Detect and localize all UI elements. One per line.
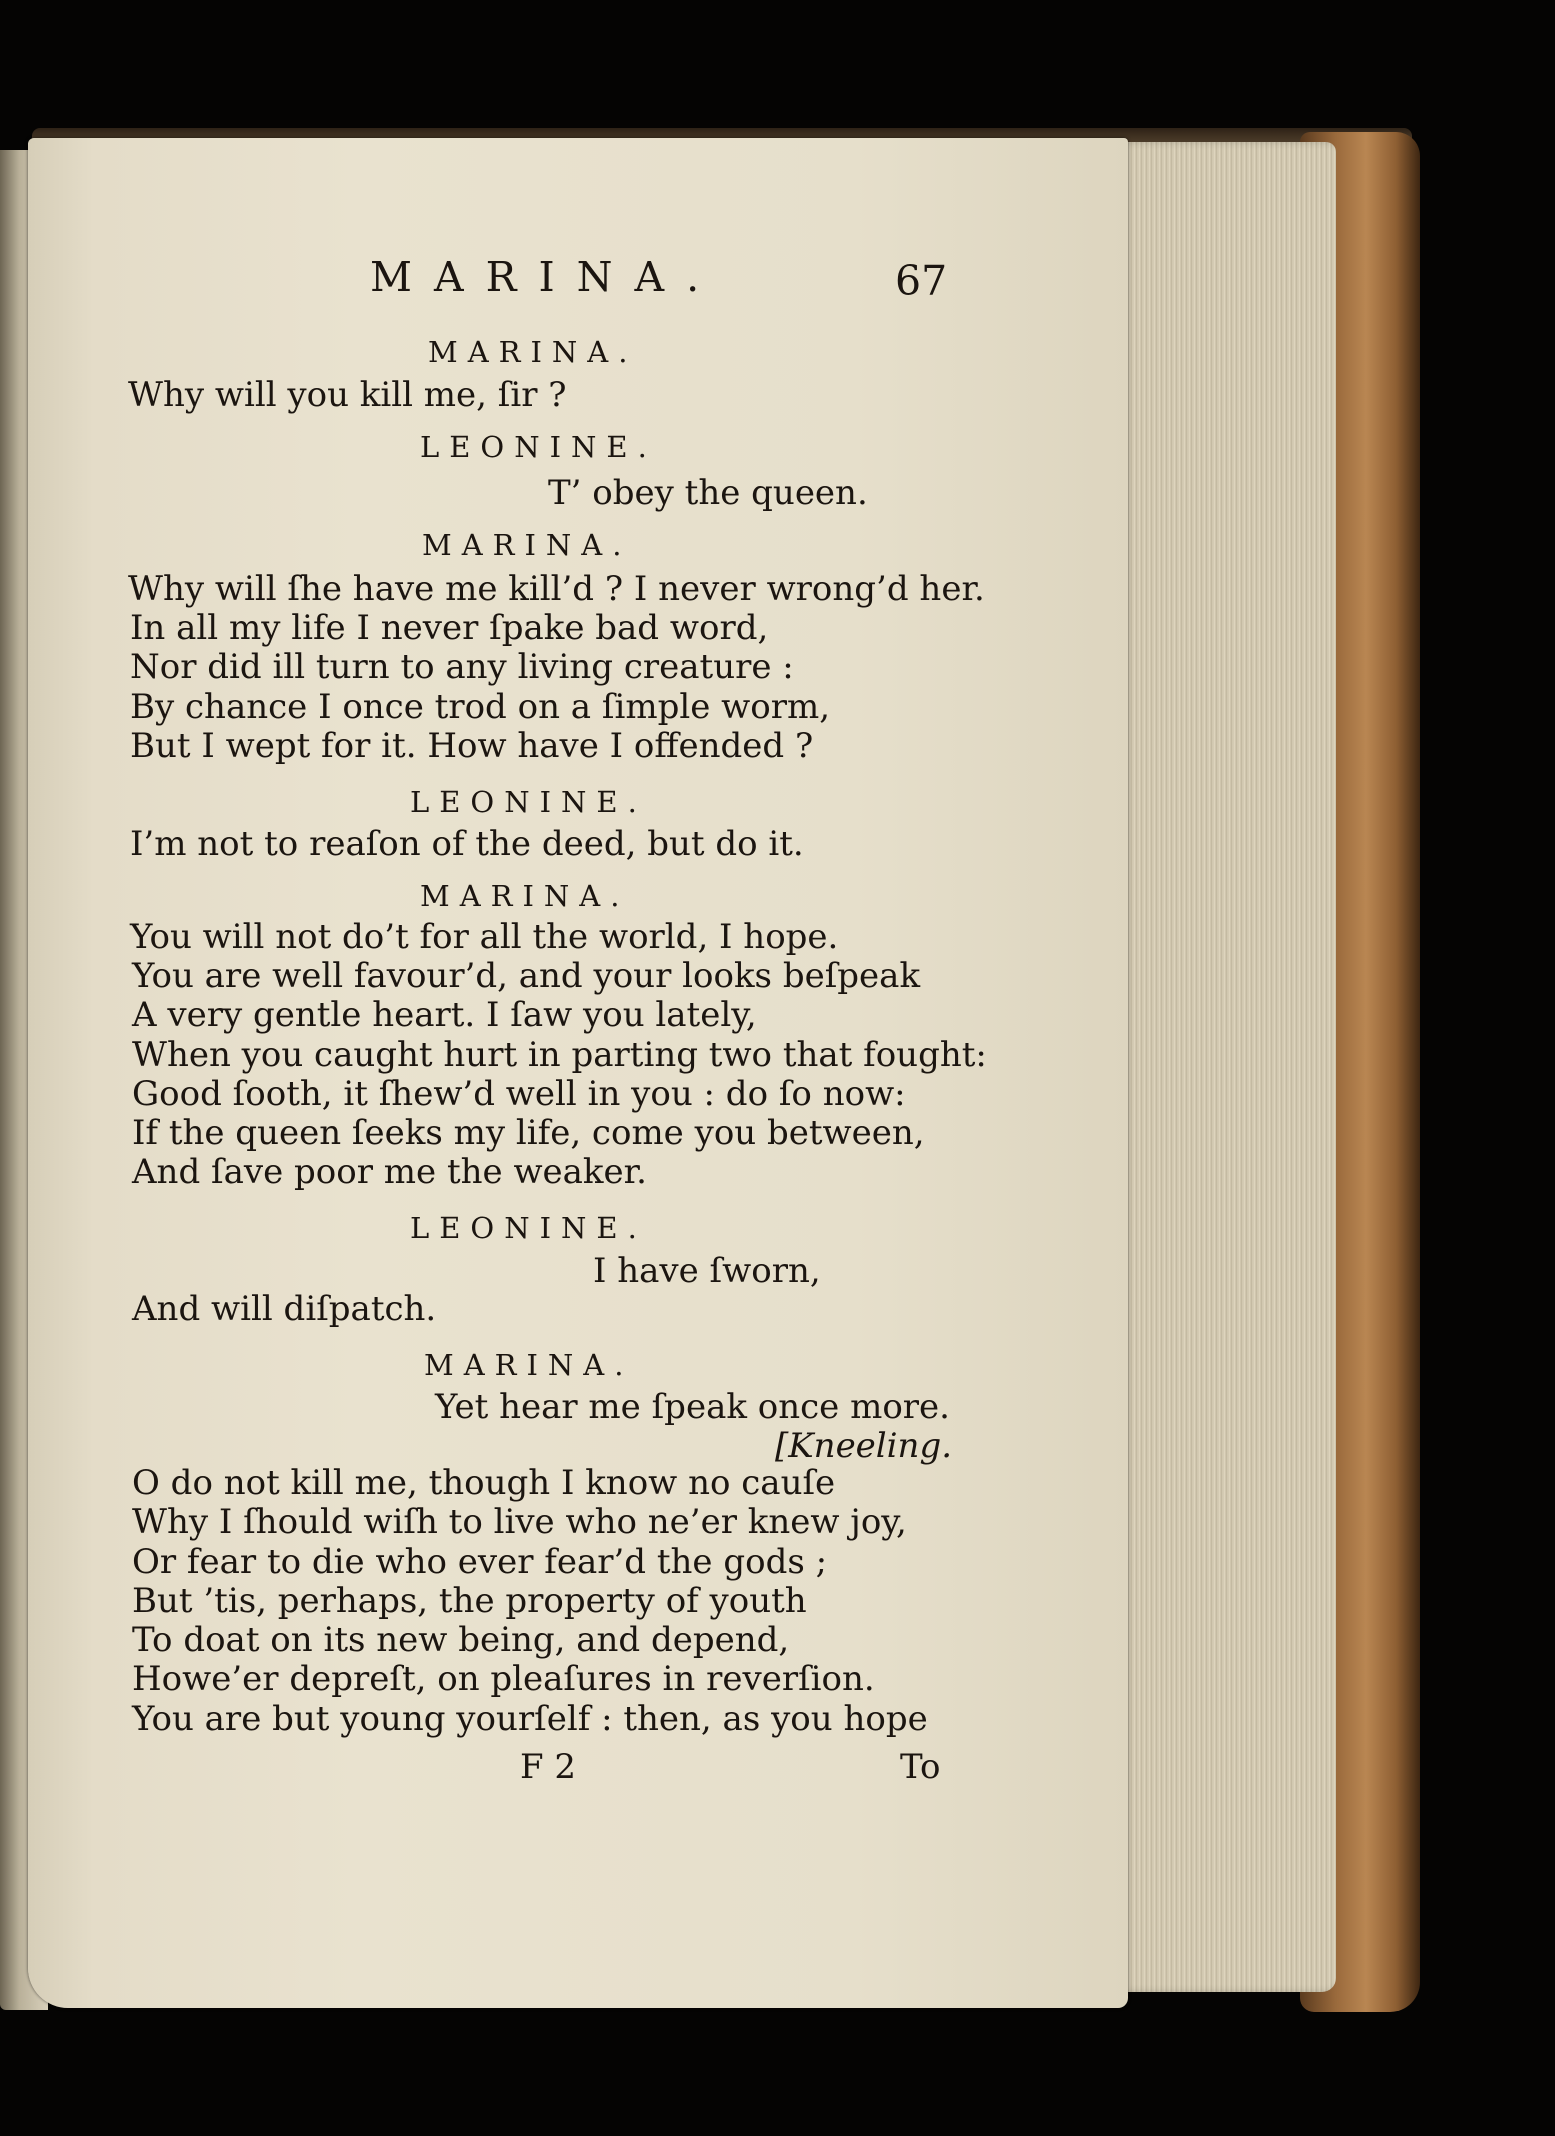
verse-line: Why I ſhould wiſh to live who ne’er knew joy, [132, 1502, 907, 1542]
verse-line: You are well favour’d, and your looks beſpeak [132, 956, 921, 996]
speaker-heading: LEONINE. [420, 430, 657, 464]
verse-line: And will diſpatch. [132, 1289, 437, 1329]
speaker-heading: MARINA. [424, 1348, 634, 1382]
verse-line: If the queen ſeeks my life, come you between, [132, 1113, 925, 1153]
verse-line: A very gentle heart. I ſaw you lately, [132, 995, 757, 1035]
verse-line: You are but young yourſelf : then, as you hope [132, 1699, 928, 1739]
verse-line: But ’tis, perhaps, the property of youth [132, 1581, 807, 1621]
verse-line: I have ſworn, [593, 1251, 821, 1291]
verse-line: Or fear to die who ever fear’d the gods ; [132, 1542, 828, 1582]
speaker-heading: MARINA. [428, 335, 638, 369]
speaker-heading: MARINA. [420, 879, 630, 913]
verse-line: T’ obey the queen. [548, 473, 868, 513]
catchword: To [900, 1747, 941, 1787]
page-number: 67 [895, 257, 948, 305]
verse-line: And ſave poor me the weaker. [132, 1152, 647, 1192]
verse-line: Good ſooth, it ſhew’d well in you : do ſo now: [132, 1074, 906, 1114]
page-block-edges [1118, 142, 1336, 1992]
verse-line: Why will you kill me, ſir ? [128, 375, 567, 415]
verse-line: But I wept for it. How have I offended ? [130, 726, 814, 766]
verse-line: Nor did ill turn to any living creature : [130, 647, 794, 687]
speaker-heading: LEONINE. [410, 785, 647, 819]
verse-line: In all my life I never ſpake bad word, [130, 608, 769, 648]
stage-direction: [Kneeling. [775, 1426, 953, 1466]
verse-line: By chance I once trod on a ſimple worm, [130, 687, 831, 727]
speaker-heading: LEONINE. [410, 1211, 647, 1245]
verse-line: Yet hear me ſpeak once more. [435, 1387, 950, 1427]
verse-line: O do not kill me, though I know no cauſe [132, 1463, 836, 1503]
verse-line: To doat on its new being, and depend, [132, 1620, 790, 1660]
signature-mark: F 2 [520, 1747, 577, 1787]
verse-line: You will not do’t for all the world, I hope. [130, 917, 839, 957]
verse-line: When you caught hurt in parting two that fought: [132, 1035, 987, 1075]
speaker-heading: MARINA. [422, 528, 632, 562]
verse-line: Howe’er depreſt, on pleaſures in reverſion. [132, 1659, 875, 1699]
verse-line: I’m not to reaſon of the deed, but do it. [130, 824, 804, 864]
running-head-title: MARINA. [370, 253, 722, 301]
verse-line: Why will ſhe have me kill’d ? I never wrong’d her. [128, 569, 985, 609]
